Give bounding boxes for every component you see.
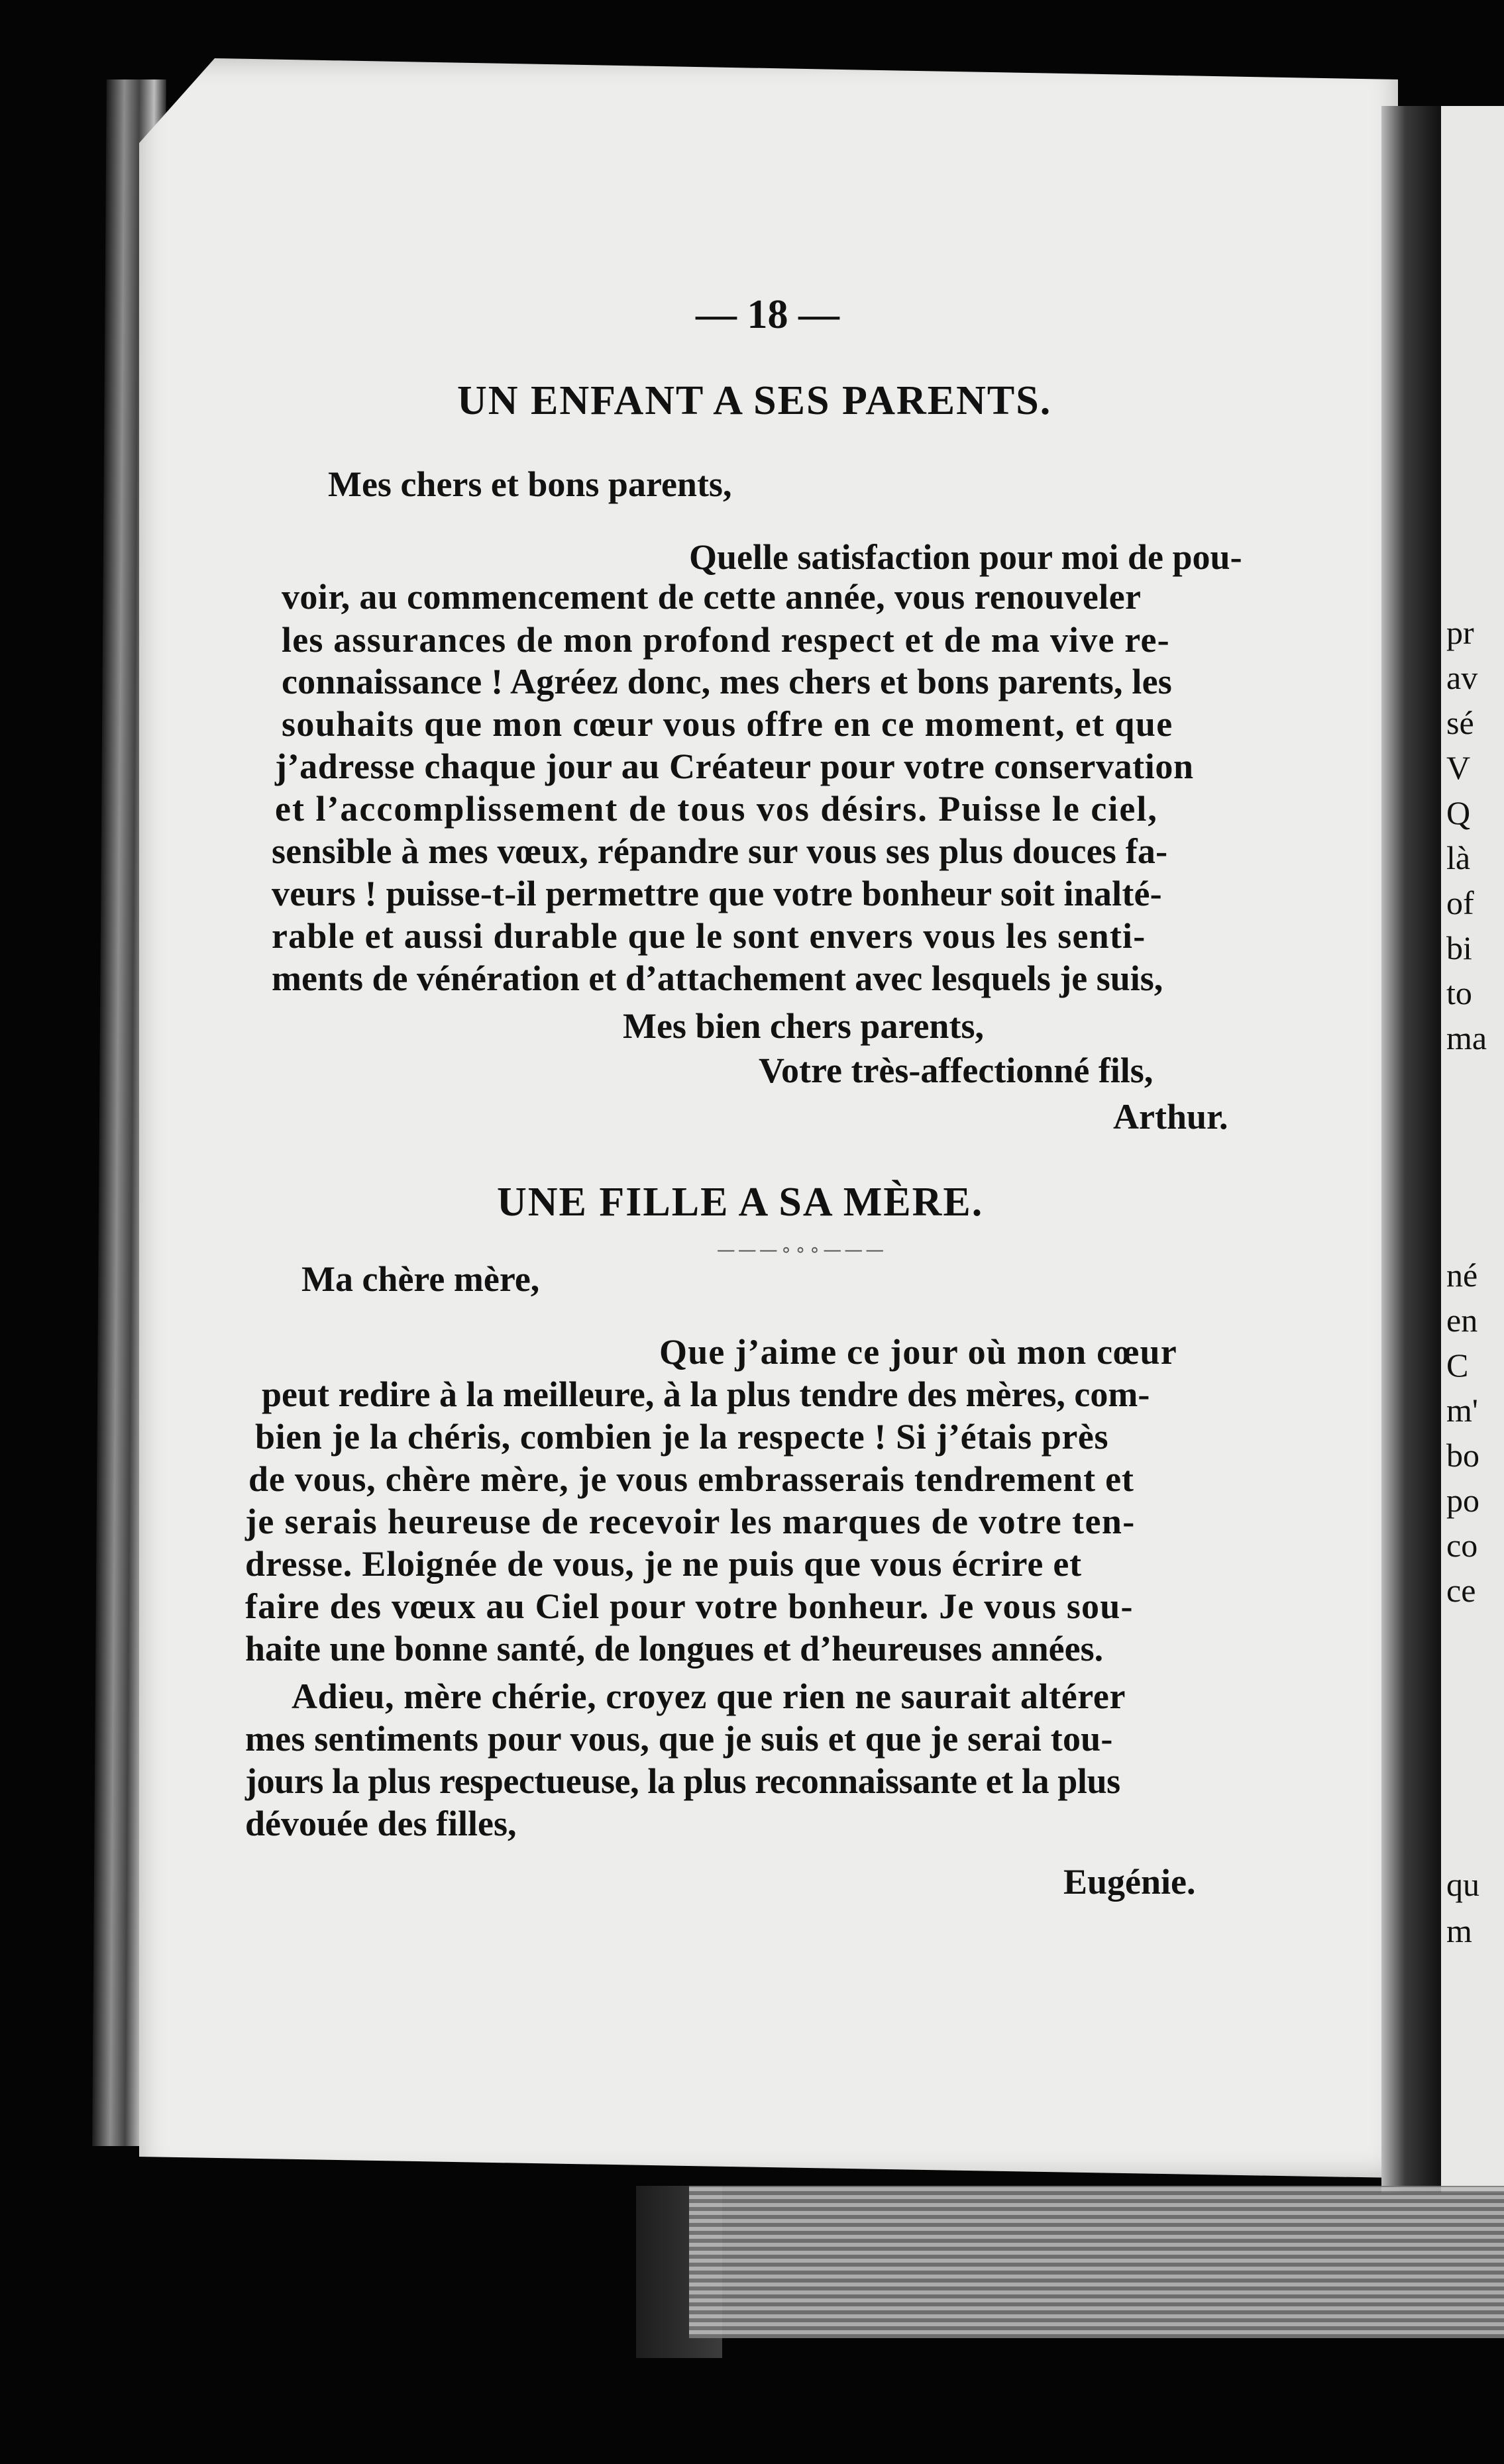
adjacent-page-fragment: C	[1446, 1347, 1469, 1384]
letter2-title: UNE FILLE A SA MÈRE.	[497, 1180, 984, 1225]
page-number: — 18 —	[696, 292, 839, 337]
adjacent-page-fragment: ma	[1446, 1019, 1487, 1056]
adjacent-page-fragment: m	[1446, 1912, 1472, 1949]
adjacent-page	[1441, 106, 1504, 2192]
letter1-signature: Arthur.	[1113, 1097, 1228, 1137]
adjacent-page-fragment: bi	[1446, 929, 1472, 966]
adjacent-page-fragment: co	[1446, 1527, 1478, 1564]
letter1-title: UN ENFANT A SES PARENTS.	[457, 378, 1052, 423]
letter1-line: et l’accomplissement de tous vos désirs. Puisse le ciel,	[275, 789, 1158, 829]
letter2-line: peut redire à la meilleure, à la plus tendre des mères, com-	[262, 1374, 1150, 1414]
letter1-line: rable et aussi durable que le sont envers vous les senti-	[272, 916, 1146, 956]
adjacent-page-fragment: Q	[1446, 794, 1471, 831]
letter1-line: voir, au commencement de cette année, vous renouveler	[282, 577, 1142, 617]
letter2-line: Adieu, mère chérie, croyez que rien ne saurait altérer	[292, 1676, 1126, 1716]
page-stack-edge	[689, 2186, 1504, 2338]
letter2-line: bien je la chéris, combien je la respecte ! Si j’étais près	[255, 1417, 1109, 1457]
letter2-line: faire des vœux au Ciel pour votre bonheur. Je vous sou-	[245, 1586, 1134, 1626]
letter1-line: j’adresse chaque jour au Créateur pour votre conservation	[275, 746, 1194, 786]
letter1-line: veurs ! puisse-t-il permettre que votre bonheur soit inalté-	[272, 874, 1162, 913]
adjacent-page-fragment: qu	[1446, 1866, 1479, 1903]
letter2-line: dresse. Eloignée de vous, je ne puis que vous écrire et	[245, 1544, 1082, 1584]
adjacent-page-fragment: pr	[1446, 614, 1474, 651]
letter2-line: mes sentiments pour vous, que je suis et que je serai tou-	[245, 1719, 1113, 1759]
adjacent-page-fragment: là	[1446, 839, 1471, 876]
adjacent-page-fragment: of	[1446, 884, 1474, 921]
letter1-salutation: Mes chers et bons parents,	[328, 464, 732, 504]
adjacent-page-fragment: en	[1446, 1302, 1478, 1339]
letter1-line: souhaits que mon cœur vous offre en ce moment, et que	[282, 704, 1173, 744]
page-gutter-shadow	[1381, 106, 1441, 2192]
letter2-line: jours la plus respectueuse, la plus reconnaissante et la plus	[245, 1761, 1120, 1801]
adjacent-page-fragment: sé	[1446, 704, 1474, 741]
adjacent-page-fragment: to	[1446, 974, 1472, 1011]
adjacent-page-fragment: V	[1446, 749, 1471, 786]
letter1-signoff: Votre très-affectionné fils,	[759, 1051, 1154, 1090]
letter2-line: Que j’aime ce jour où mon cœur	[659, 1332, 1177, 1372]
letter1-line: les assurances de mon profond respect et de ma vive re-	[282, 620, 1170, 660]
letter2-line: haite une bonne santé, de longues et d’heureuses années.	[245, 1629, 1104, 1668]
letter2-signature: Eugénie.	[1063, 1862, 1196, 1902]
letter1-line: connaissance ! Agréez donc, mes chers et bons parents, les	[282, 662, 1172, 701]
adjacent-page-fragment: av	[1446, 659, 1478, 696]
adjacent-page-fragment: po	[1446, 1482, 1479, 1519]
letter1-line: sensible à mes vœux, répandre sur vous ses plus douces fa-	[272, 831, 1168, 871]
letter2-salutation: Ma chère mère,	[301, 1259, 540, 1299]
letter1-line: ments de vénération et d’attachement avec lesquels je suis,	[272, 958, 1163, 998]
letter2-line: je serais heureuse de recevoir les marques de votre ten-	[245, 1502, 1136, 1541]
adjacent-page-fragment: ce	[1446, 1572, 1476, 1609]
ornament-divider: ———∘∘∘———	[716, 1239, 887, 1260]
adjacent-page-fragment: né	[1446, 1257, 1478, 1294]
adjacent-page-fragment: bo	[1446, 1437, 1479, 1474]
letter1-closing: Mes bien chers parents,	[623, 1006, 984, 1046]
letter2-line: dévouée des filles,	[245, 1804, 517, 1843]
adjacent-page-fragment: m'	[1446, 1392, 1478, 1429]
letter1-line: Quelle satisfaction pour moi de pou-	[689, 537, 1242, 577]
letter2-line: de vous, chère mère, je vous embrasserais tendrement et	[248, 1459, 1134, 1499]
